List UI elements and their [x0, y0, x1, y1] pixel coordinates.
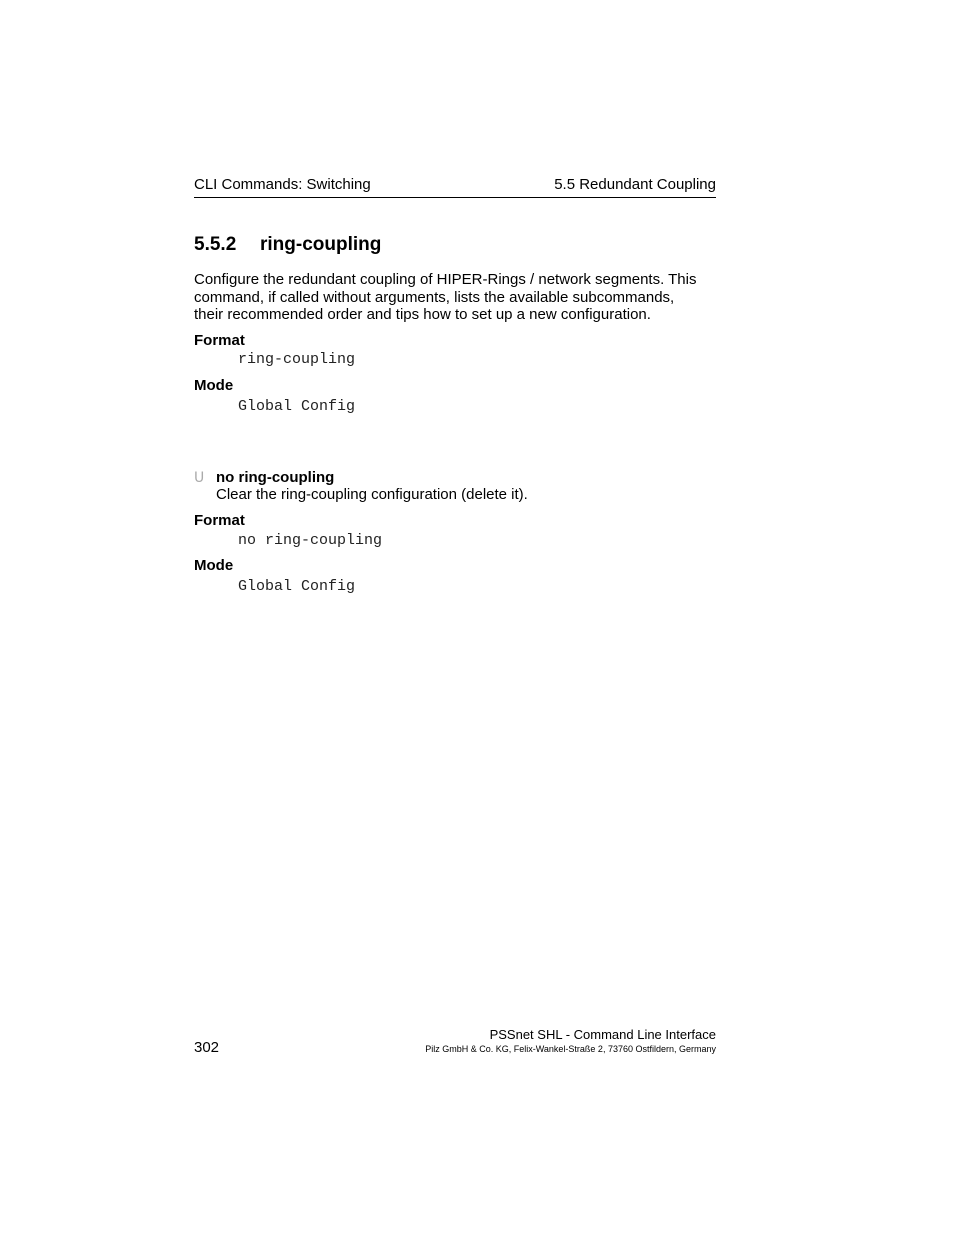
subcommand-description: Clear the ring-coupling configuration (delete it). [216, 486, 528, 503]
mode-value: Global Config [238, 398, 356, 415]
format-label: Format [194, 332, 245, 349]
sub-format-label: Format [194, 512, 245, 529]
format-value: ring-coupling [238, 351, 356, 368]
sub-mode-value: Global Config [238, 578, 356, 595]
section-title: ring-coupling [260, 234, 382, 255]
footer-doc-title: PSSnet SHL - Command Line Interface [489, 1027, 716, 1042]
running-header-left: CLI Commands: Switching [194, 176, 371, 193]
footer-address: Pilz GmbH & Co. KG, Felix-Wankel-Straße 2, 73760 Ostfildern, Germany [425, 1044, 716, 1054]
section-heading [194, 233, 381, 256]
description-line: their recommended order and tips how to set up a new configuration. [194, 306, 651, 324]
section-description [194, 271, 724, 324]
header-rule [194, 197, 716, 198]
description-line: command, if called without arguments, lists the available subcommands, [194, 288, 675, 306]
description-line: Configure the redundant coupling of HIPER-Rings / network segments. This [194, 271, 697, 288]
page-number: 302 [194, 1039, 220, 1056]
running-header-right: 5.5 Redundant Coupling [554, 176, 716, 193]
sub-format-value: no ring-coupling [238, 532, 383, 549]
section-number: 5.5.2 [194, 234, 237, 255]
bullet-marker: U [194, 470, 205, 486]
subcommand-title: no ring-coupling [216, 469, 335, 486]
mode-label: Mode [194, 377, 234, 394]
sub-mode-label: Mode [194, 557, 234, 574]
